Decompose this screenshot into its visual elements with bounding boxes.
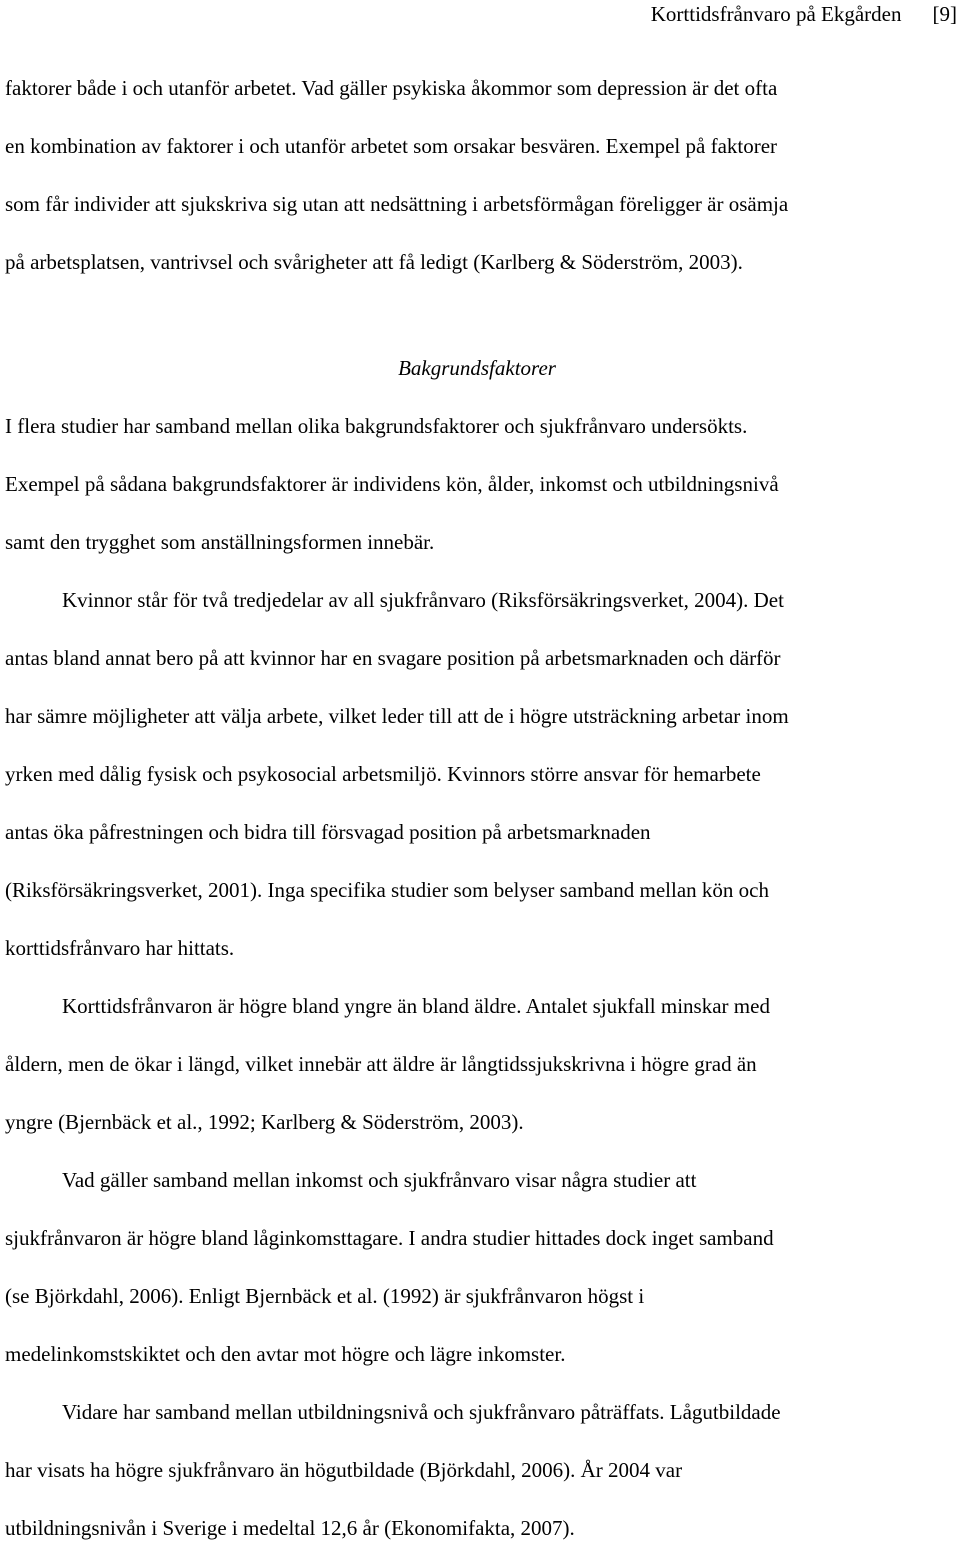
text-line: (se Björkdahl, 2006). Enligt Bjernbäck et al. (1992) är sjukfrånvaron högst i xyxy=(5,1284,645,1308)
paragraph-background-intro xyxy=(5,397,955,571)
text-line: I flera studier har samband mellan olika bakgrundsfaktorer och sjukfrånvaro undersökts. xyxy=(5,414,748,438)
text-line: (Riksförsäkringsverket, 2001). Inga specifika studier som belyser samband mellan kön och xyxy=(5,878,769,902)
paragraph-gender xyxy=(5,571,955,977)
text-line: medelinkomstskiktet och den avtar mot högre och lägre inkomster. xyxy=(5,1342,566,1366)
paragraph-age xyxy=(5,977,955,1151)
paragraph-education xyxy=(5,1383,955,1557)
text-line: Korttidsfrånvaron är högre bland yngre än bland äldre. Antalet sjukfall minskar med xyxy=(62,994,770,1018)
text-line: har sämre möjligheter att välja arbete, vilket leder till att de i högre utsträckning arbetar inom xyxy=(5,704,789,728)
paragraph-continuation xyxy=(5,59,955,291)
text-line: sjukfrånvaron är högre bland låginkomsttagare. I andra studier hittades dock inget samband xyxy=(5,1226,774,1250)
section-heading: Bakgrundsfaktorer xyxy=(398,356,556,380)
page-number: [9] xyxy=(932,2,957,26)
text-line: har visats ha högre sjukfrånvaro än högutbildade (Björkdahl, 2006). År 2004 var xyxy=(5,1458,683,1482)
paragraph-income xyxy=(5,1151,955,1383)
text-line: Exempel på sådana bakgrundsfaktorer är individens kön, ålder, inkomst och utbildningsnivå xyxy=(5,472,779,496)
text-line: samt den trygghet som anställningsformen innebär. xyxy=(5,530,435,554)
text-line: Vidare har samband mellan utbildningsnivå och sjukfrånvaro påträffats. Lågutbildade xyxy=(62,1400,781,1424)
text-line: yngre (Bjernbäck et al., 1992; Karlberg & Söderström, 2003). xyxy=(5,1110,524,1134)
text-line: på arbetsplatsen, vantrivsel och svårigheter att få ledigt (Karlberg & Söderström, 2003). xyxy=(5,250,743,274)
text-line: utbildningsnivån i Sverige i medeltal 12,6 år (Ekonomifakta, 2007). xyxy=(5,1516,575,1540)
text-line: Vad gäller samband mellan inkomst och sjukfrånvaro visar några studier att xyxy=(62,1168,697,1192)
text-line: Kvinnor står för två tredjedelar av all sjukfrånvaro (Riksförsäkringsverket, 2004). Det xyxy=(62,588,784,612)
text-line: faktorer både i och utanför arbetet. Vad gäller psykiska åkommor som depression är det ofta xyxy=(5,76,778,100)
document-body xyxy=(5,59,955,1557)
document-title: Korttidsfrånvaro på Ekgården xyxy=(650,2,902,26)
text-line: yrken med dålig fysisk och psykosocial arbetsmiljö. Kvinnors större ansvar för hemarbete xyxy=(5,762,761,786)
page-header xyxy=(651,0,960,30)
text-line: en kombination av faktorer i och utanför arbetet som orsakar besvären. Exempel på faktorer xyxy=(5,134,778,158)
text-line: åldern, men de ökar i längd, vilket innebär att äldre är långtidssjukskrivna i högre grad än xyxy=(5,1052,757,1076)
text-line: som får individer att sjukskriva sig utan att nedsättning i arbetsförmågan föreligger är osämja xyxy=(5,192,789,216)
text-line: antas bland annat bero på att kvinnor har en svagare position på arbetsmarknaden och därför xyxy=(5,646,781,670)
text-line: korttidsfrånvaro har hittats. xyxy=(5,936,235,960)
text-line: antas öka påfrestningen och bidra till försvagad position på arbetsmarknaden xyxy=(5,820,651,844)
